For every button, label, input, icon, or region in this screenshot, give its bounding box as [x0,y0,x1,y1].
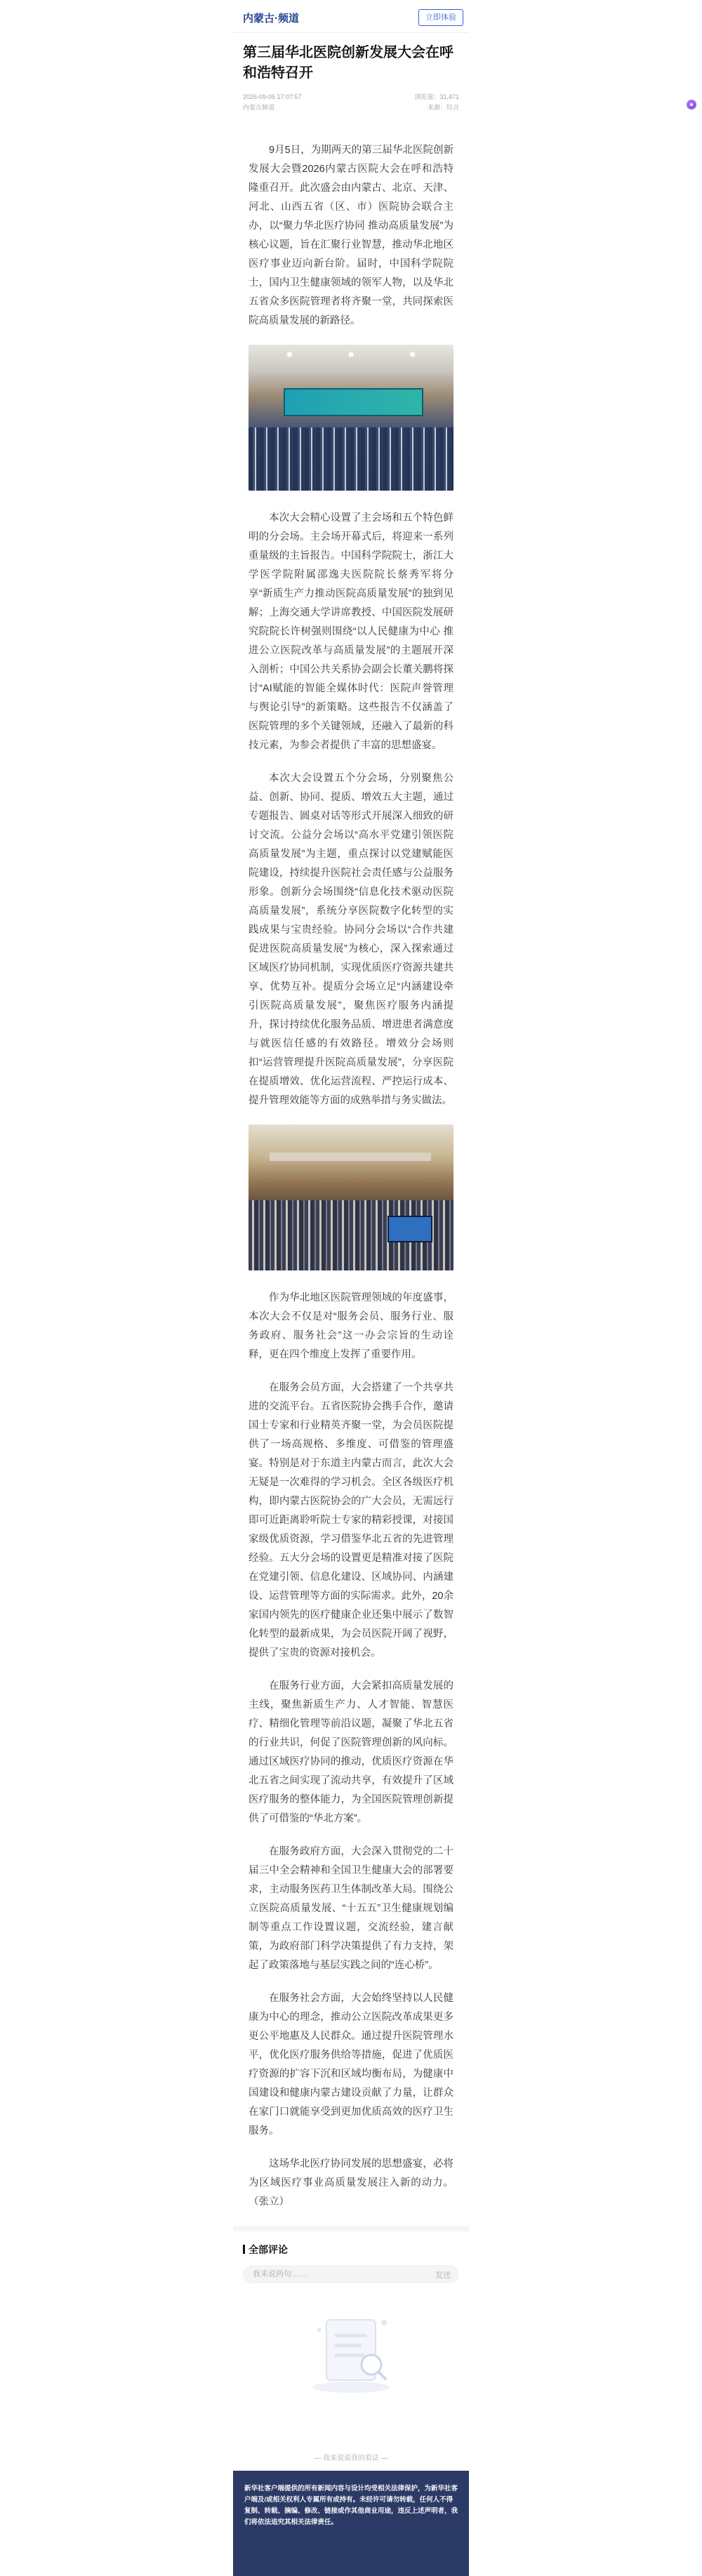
disclaimer-text: 新华社客户端提供的所有新闻内容与设计均受相关法律保护，为新华社客户端及/或相关权利人专属所有或持有。未经许可请勿转载，任何人不得复制、转载、摘编、修改、链接或作其他商业用途，违反上述声明者，我们将依法追究其相关法律责任。 [244,2485,458,2526]
top-bar [233,0,469,33]
comment-input[interactable] [251,2269,409,2279]
paragraph: 在服务行业方面，大会紧扣高质量发展的主线，聚焦新质生产力、人才智能、智慧医疗、精细化管理等前沿议题，凝聚了华北五省的行业共识，何促了医院管理创新的风向标。通过区域医疗协同的推动，优质医疗资源在华北五省之间实现了流动共享，有效提升了区域医疗服务的整体能力，为全国医院管理创新提供了可借鉴的“华北方案”。 [249,1680,453,1824]
ceiling-lights [249,347,453,361]
article-body [249,141,453,2212]
paragraph: 本次大会精心设置了主会场和五个特色鲜明的分会场。主会场开幕式后，将迎来一系列重量级的主旨报告。中国科学院院士，浙江大学医学院附属邵逸夫医院院长蔡秀军将分享“新质生产力推动医院高质量发展”的独到见解；上海交通大学讲席教授、中国医院发展研究院院长许树强则围绕“以人民健康为中心 推进公立医院改革与高质量发展”的主题展开深入剖析；中国公共关系协会副会长董关鹏将探讨“AI赋能的智能全媒体时代：医院声誉管理与舆论引导”的新策略。这些报告不仅涵盖了医院管理的多个关键领域，还融入了最新的科技元素，为参会者提供了丰富的思想盛宴。 [249,512,453,751]
stage-banner [284,388,423,416]
article-source: 来源：综合 [427,104,459,111]
venue-photo [249,1124,453,1270]
paragraph: 9月5日，为期两天的第三届华北医院创新发展大会暨2026内蒙古医院大会在呼和浩特隆重召开。此次盛会由内蒙古、北京、天津、河北、山西五省（区、市）医院协会联合主办，以“聚力华北医疗协同 推动高质量发展”为核心议题，旨在汇聚行业智慧，推动华北地区医疗事业迈向新台阶。届时，中国科学院院士，国内卫生健康领域的领军人物，以及华北五省众多医院管理者将齐聚一堂，共同探索医院高质量发展的新路径。 [249,145,453,326]
comments-title: 全部评论 [249,2244,288,2255]
projection-screen [388,1216,432,1242]
paragraph: 在服务社会方面，大会始终坚持以人民健康为中心的理念，推动公立医院改革成果更多更公平地惠及人民群众。通过提升医院管理水平，优化医疗服务供给等措施，促进了优质医疗资源的扩容下沉和区域均衡布局，为健康中国建设和健康内蒙古建设贡献了力量，让群众在家门口就能享受到更加优质高效的医疗卫生服务。 [249,1993,453,2137]
view-count: 浏览量：31,471 [414,93,459,100]
paragraph: 在服务会员方面，大会搭建了一个共享共进的交流平台。五省医院协会携手合作，邀请国士专家和行业精英齐聚一堂，为会员医院提供了一场高规格、多维度、可借鉴的管理盛宴。特别是对于东道主内蒙古而言，此次大会无疑是一次难得的学习机会。全区各级医疗机构，即内蒙古医院协会的广大会员，无需远行即可近距离聆听院士专家的精彩授课，对接国家级优质资源，学习借鉴华北五省的先进管理经验。五大分会场的设置更是精准对接了医院在党建引领、信息化建设、区域协同、内涵建设、运营管理等方面的实际需求。此外，20余家国内领先的医疗健康企业还集中展示了数智化转型的最新成果，为会员医院开阔了视野，提供了宝贵的资源对接机会。 [249,1382,453,1659]
comment-prompt[interactable]: — 我来说说我的看法 — [314,2455,388,2462]
stage-backdrop [270,1153,431,1161]
publish-date: 2026-09-05 17:07:57 [243,93,302,100]
comment-box [243,2265,459,2283]
article-title: 第三届华北医院创新发展大会在呼和浩特召开 [243,45,453,81]
empty-comments-icon [298,2297,404,2403]
comments-section [233,2231,469,2462]
section-divider [233,2226,469,2231]
heading-bar-icon [243,2245,245,2254]
channel-name: 内蒙古·频道 [243,13,299,25]
article-page [233,0,469,2576]
article-meta [243,92,459,113]
audience [249,427,453,491]
channel-source: 内蒙古频道 [243,104,275,111]
paragraph: 这场华北医疗协同发展的思想盛宴，必将为区域医疗事业高质量发展注入新的动力。（张立） [249,2158,453,2207]
paragraph: 本次大会设置五个分会场，分别聚焦公益、创新、协同、提质、增效五大主题，通过专题报告、圆桌对话等形式开展深入细致的研讨交流。公益分会场以“高水平党建引领医院高质量发展”为主题，重点探讨以党建赋能医院建设，持续提升医院社会责任感与公益服务形象。创新分会场围绕“信息化技术驱动医院高质量发展”，系统分享医院数字化转型的实践成果与宝贵经验。协同分会场以“合作共建促进医院高质量发展”为核心，深入探索通过区域医疗协同机制，实现优质医疗资源共建共享、优势互补。提质分会场立足“内涵建设牵引医院高质量发展”，聚焦医疗服务内涵提升，探讨持续优化服务品质、增进患者满意度与就医信任感的有效路径。增效分会场则扣“运营管理提升医院高质量发展”，分享医院在提质增效、优化运营流程、严控运行成本、提升管理效能等方面的成熟举措与务实做法。 [249,773,453,1106]
paragraph: 在服务政府方面，大会深入贯彻党的二十届三中全会精神和全国卫生健康大会的部署要求，主动服务医药卫生体制改革大局。围绕公立医院高质量发展、“十五五”卫生健康规划编制等重点工作设置议题，交流经验，建言献策，为政府部门科学决策提供了有力支持，架起了政策落地与基层实践之间的“连心桥”。 [249,1846,453,1971]
comments-heading [243,2243,459,2257]
send-button[interactable]: 发送 [435,2271,451,2280]
assistant-icon[interactable] [687,100,696,109]
copyright-footer [233,2471,469,2576]
conference-photo [249,345,453,491]
paragraph: 作为华北地区医院管理领域的年度盛事，本次大会不仅是对“服务会员、服务行业、服务政府、服务社会”这一办会宗旨的生动诠释，更在四个维度上发挥了重要作用。 [249,1292,453,1360]
open-app-button[interactable]: 立即体验 [418,9,463,26]
